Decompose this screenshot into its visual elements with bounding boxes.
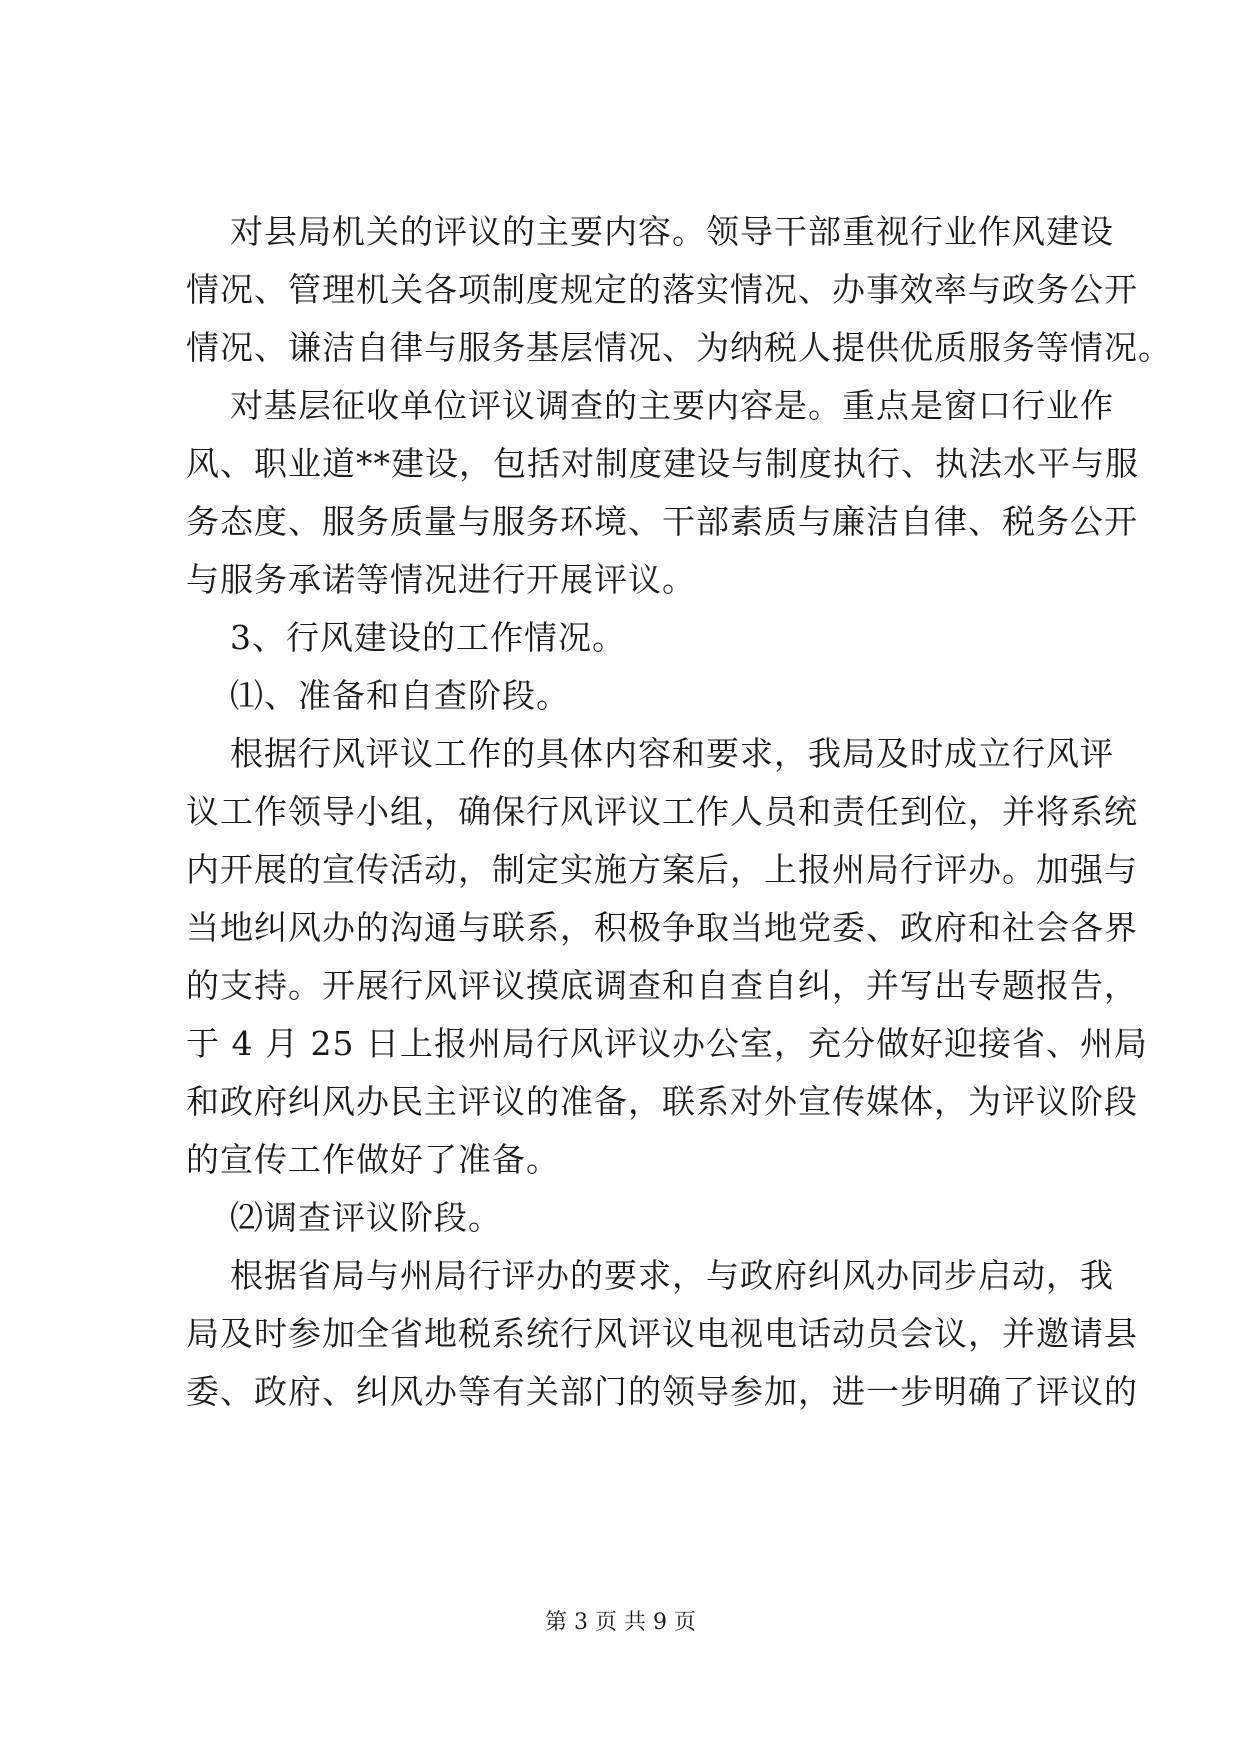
paragraph-line: 根据省局与州局行评办的要求，与政府纠风办同步启动，我 xyxy=(230,1256,1114,1295)
paragraph-line: 和政府纠风办民主评议的准备，联系对外宣传媒体，为评议阶段 xyxy=(186,1082,1138,1121)
paragraph-line: 与服务承诺等情况进行开展评议。 xyxy=(186,560,696,599)
paragraph-line: 对基层征收单位评议调查的主要内容是。重点是窗口行业作 xyxy=(230,386,1114,425)
page-number-footer: 第 3 页 共 9 页 xyxy=(545,1610,696,1635)
paragraph-line: 当地纠风办的沟通与联系，积极争取当地党委、政府和社会各界 xyxy=(186,908,1138,947)
subsection-heading: ⑵调查评议阶段。 xyxy=(230,1198,502,1237)
paragraph-line: 对县局机关的评议的主要内容。领导干部重视行业作风建设 xyxy=(230,212,1114,251)
subsection-heading: ⑴、准备和自查阶段。 xyxy=(230,676,570,715)
paragraph-line: 内开展的宣传活动，制定实施方案后，上报州局行评办。加强与 xyxy=(186,850,1138,889)
paragraph-line: 的支持。开展行风评议摸底调查和自查自纠，并写出专题报告， xyxy=(186,966,1138,1005)
paragraph-line: 局及时参加全省地税系统行风评议电视电话动员会议，并邀请县 xyxy=(186,1314,1138,1353)
paragraph-line: 根据行风评议工作的具体内容和要求，我局及时成立行风评 xyxy=(230,734,1114,773)
paragraph-line: 情况、谦洁自律与服务基层情况、为纳税人提供优质服务等情况。 xyxy=(186,328,1172,367)
section-heading: 3、行风建设的工作情况。 xyxy=(230,618,626,657)
paragraph-line: 委、政府、纠风办等有关部门的领导参加，进一步明确了评议的 xyxy=(186,1372,1138,1411)
paragraph-line: 议工作领导小组，确保行风评议工作人员和责任到位，并将系统 xyxy=(186,792,1138,831)
paragraph-line: 的宣传工作做好了准备。 xyxy=(186,1140,560,1179)
paragraph-line: 务态度、服务质量与服务环境、干部素质与廉洁自律、税务公开 xyxy=(186,502,1138,541)
paragraph-line: 情况、管理机关各项制度规定的落实情况、办事效率与政务公开 xyxy=(186,270,1138,309)
paragraph-line: 于 4 月 25 日上报州局行风评议办公室，充分做好迎接省、州局 xyxy=(186,1024,1148,1063)
paragraph-line: 风、职业道**建设，包括对制度建设与制度执行、执法水平与服 xyxy=(186,444,1139,483)
